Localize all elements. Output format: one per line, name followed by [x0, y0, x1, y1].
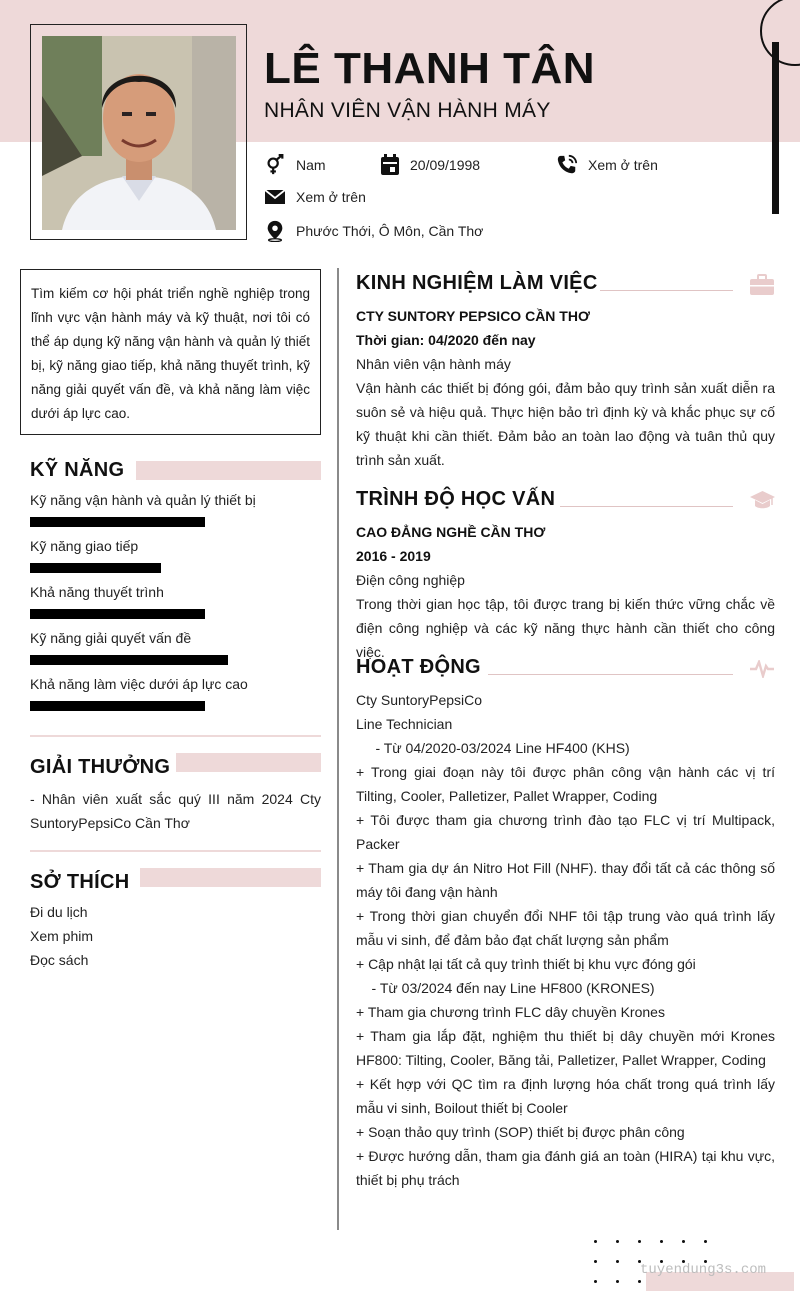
- phone-icon: [556, 154, 578, 176]
- skill-level-bar: [30, 701, 205, 711]
- activity-line: Line Technician: [356, 716, 453, 732]
- activity-line: + Tôi được tham gia chương trình đào tạo FLC vị trí Multipack, Packer: [356, 812, 775, 852]
- awards-text: - Nhân viên xuất sắc quý III năm 2024 Cty SuntoryPepsiCo Cần Thơ: [30, 791, 321, 831]
- activities-list: [356, 688, 775, 1192]
- skill-label: Kỹ năng giải quyết vấn đề: [30, 630, 192, 646]
- experience-title: KINH NGHIỆM LÀM VIỆC: [356, 272, 598, 294]
- activity-line: + Trong giai đoạn này tôi được phân công vận hành các vị trí Tilting, Cooler, Palletizer, Pallet Wrapper, Coding: [356, 764, 775, 804]
- candidate-name: LÊ THANH TÂN: [264, 44, 596, 93]
- divider: [30, 735, 321, 737]
- hobby-item: Đọc sách: [30, 952, 89, 968]
- skill-level-bar: [30, 655, 228, 665]
- skill-label: Kỹ năng vận hành và quản lý thiết bị: [30, 492, 256, 508]
- title-rule: [488, 674, 733, 675]
- decorative-dot: [704, 1240, 707, 1243]
- birthdate-row: [380, 154, 480, 176]
- skill-label: Khả năng làm việc dưới áp lực cao: [30, 676, 248, 692]
- awards-title-bar: [176, 753, 321, 772]
- phone-value: Xem ở trên: [588, 157, 658, 173]
- profile-photo: [42, 36, 236, 230]
- decorative-dot: [616, 1260, 619, 1263]
- decorative-dot: [616, 1240, 619, 1243]
- decorative-vertical-bar: [772, 42, 779, 214]
- briefcase-icon: [749, 274, 775, 296]
- skill-label: Kỹ năng giao tiếp: [30, 538, 139, 554]
- decorative-dot: [594, 1280, 597, 1283]
- decorative-dot: [660, 1240, 663, 1243]
- graduation-cap-icon: [749, 489, 776, 511]
- hobbies-title-bar: [140, 868, 321, 887]
- activity-line: + Kết hợp với QC tìm ra định lượng hóa chất trong quá trình lấy mẫu vi sinh, Boilout thiết bị Cooler: [356, 1076, 775, 1116]
- decorative-dot: [638, 1240, 641, 1243]
- skill-label: Khả năng thuyết trình: [30, 584, 164, 600]
- activity-line: + Được hướng dẫn, tham gia đánh giá an toàn (HIRA) tại khu vực, thiết bị phụ trách: [356, 1148, 775, 1188]
- calendar-icon: [380, 154, 400, 176]
- education-period: 2016 - 2019: [356, 548, 431, 564]
- gender-icon: [264, 154, 286, 176]
- awards-title: GIẢI THƯỞNG: [30, 756, 171, 778]
- activity-line: - Từ 03/2024 đến nay Line HF800 (KRONES): [356, 980, 655, 996]
- watermark: tuyendung3s.com: [640, 1262, 767, 1278]
- address-row: [264, 220, 483, 242]
- education-description: Trong thời gian học tập, tôi được trang bị kiến thức vững chắc về điện công nghiệp và các kỹ năng thực hành cần thiết cho công việc.: [356, 596, 775, 660]
- activity-line: + Soạn thảo quy trình (SOP) thiết bị được phân công: [356, 1124, 685, 1140]
- skill-level-bar: [30, 609, 205, 619]
- job-title: NHÂN VIÊN VẬN HÀNH MÁY: [264, 99, 551, 122]
- hobby-item: Xem phim: [30, 928, 94, 944]
- activity-line: + Tham gia lắp đặt, nghiệm thu thiết bị dây chuyền mới Krones HF800: Tilting, Cooler, Băng tải, Palletizer, Pallet Wrapper, Coding: [356, 1028, 775, 1068]
- divider: [30, 850, 321, 852]
- hobbies-title: SỞ THÍCH: [30, 871, 130, 893]
- experience-period: Thời gian: 04/2020 đến nay: [356, 332, 536, 348]
- activity-line: + Trong thời gian chuyển đổi NHF tôi tập trung vào quá trình lấy mẫu vi sinh, để đảm bảo đạt chất lượng sản phẩm: [356, 908, 775, 948]
- activity-line: + Tham gia chương trình FLC dây chuyền Krones: [356, 1004, 665, 1020]
- envelope-icon: [264, 188, 286, 206]
- location-pin-icon: [264, 220, 286, 242]
- career-objective: Tìm kiếm cơ hội phát triển nghề nghiệp trong lĩnh vực vận hành máy và kỹ thuật, nơi tôi có thể áp dụng kỹ năng vận hành và quản lý thiết bị, kỹ năng giao tiếp, khả năng thuyết trình, kỹ năng giải quyết vấn đề, và khả năng làm việc dưới áp lực cao.: [20, 269, 321, 435]
- address-value: Phước Thới, Ô Môn, Cần Thơ: [296, 223, 484, 239]
- education-major: Điện công nghiệp: [356, 572, 465, 588]
- decorative-dot: [616, 1280, 619, 1283]
- gender-row: [264, 154, 326, 176]
- education-title: TRÌNH ĐỘ HỌC VẤN: [356, 488, 556, 510]
- activity-line: + Cập nhật lại tất cả quy trình thiết bị khu vực đóng gói: [356, 956, 696, 972]
- phone-row: [556, 154, 658, 176]
- pulse-icon: [749, 660, 775, 678]
- title-rule: [600, 290, 733, 291]
- decorative-dot: [594, 1260, 597, 1263]
- title-rule: [560, 506, 733, 507]
- activity-line: + Tham gia dự án Nitro Hot Fill (NHF). thay đổi tất cả các thông số máy tôi đang vận hành: [356, 860, 775, 900]
- birthdate-value: 20/09/1998: [410, 157, 481, 173]
- activity-line: - Từ 04/2020-03/2024 Line HF400 (KHS): [356, 740, 630, 756]
- decorative-dot: [594, 1240, 597, 1243]
- activity-line: Cty SuntoryPepsiCo: [356, 692, 483, 708]
- gender-value: Nam: [296, 157, 326, 173]
- column-divider: [337, 268, 339, 1230]
- skills-title: KỸ NĂNG: [30, 459, 125, 481]
- experience-position: Nhân viên vận hành máy: [356, 356, 511, 372]
- experience-company: CTY SUNTORY PEPSICO CẦN THƠ: [356, 308, 590, 324]
- email-row: [264, 188, 366, 206]
- education-school: CAO ĐẲNG NGHỀ CẦN THƠ: [356, 524, 546, 540]
- activities-title: HOẠT ĐỘNG: [356, 656, 481, 678]
- email-value: Xem ở trên: [296, 189, 366, 205]
- decorative-dot: [638, 1280, 641, 1283]
- skills-title-bar: [136, 461, 321, 480]
- hobby-item: Đi du lịch: [30, 904, 88, 920]
- decorative-dot: [682, 1240, 685, 1243]
- skill-level-bar: [30, 517, 205, 527]
- experience-description: Vận hành các thiết bị đóng gói, đảm bảo quy trình sản xuất diễn ra suôn sẻ và hiệu quả. Thực hiện bảo trì định kỳ và khắc phục sự cố kỹ thuật khi cần thiết. Đảm bảo an toàn lao động và tuân thủ quy trình sản xuất.: [356, 380, 775, 468]
- skill-level-bar: [30, 563, 161, 573]
